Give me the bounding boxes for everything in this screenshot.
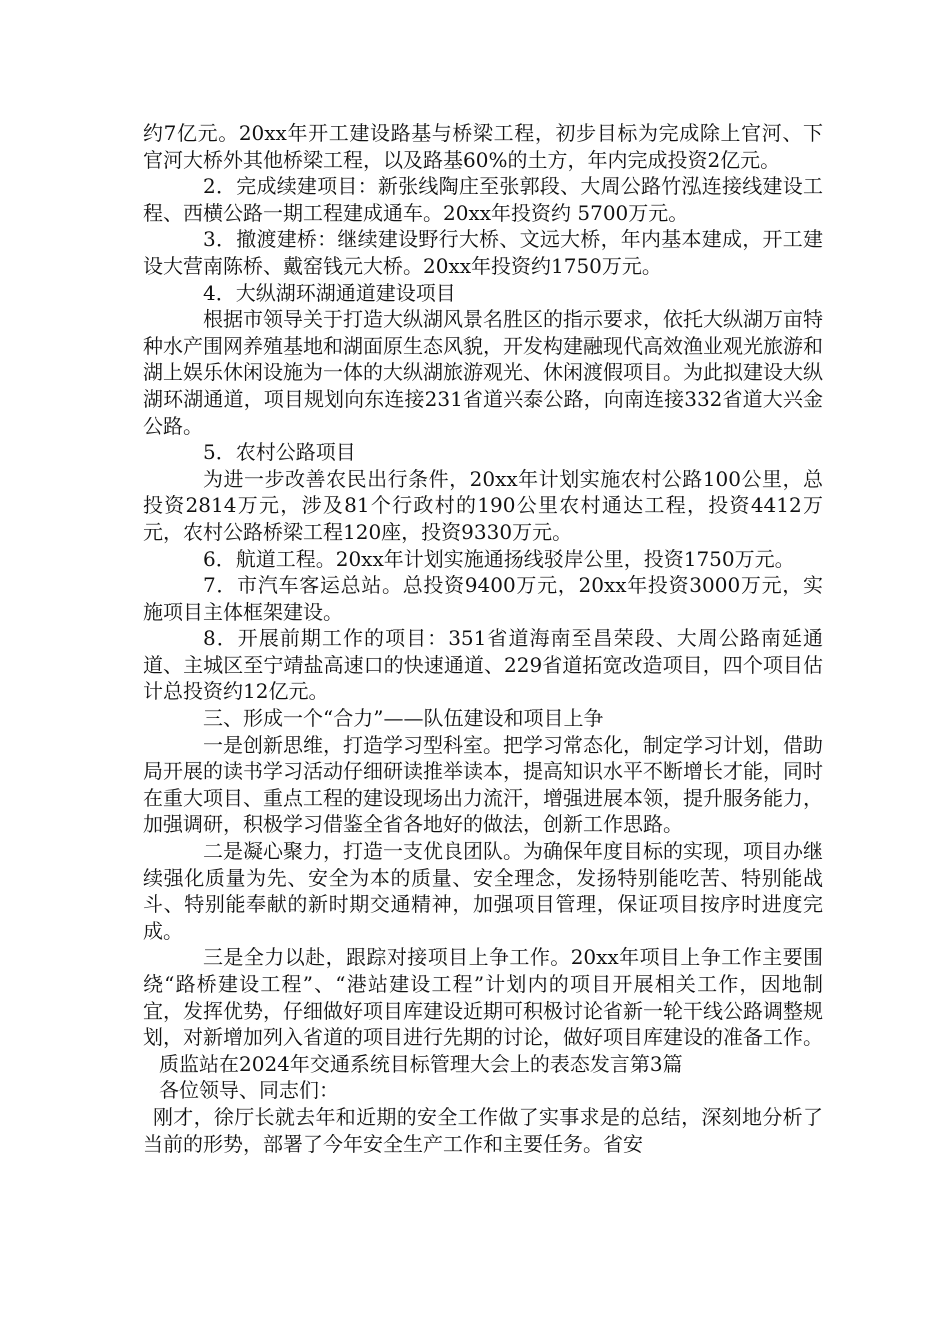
paragraph-12: 一是创新思维，打造学习型科室。把学习常态化，制定学习计划，借助局开展的读书学习活动仔细研读推举读本，提高知识水平不断增长才能，同时在重大项目、重点工程的建设现场出力流汗，增强进展本领，提升服务能力，加强调研，积极学习借鉴全省各地好的做法，创新工作思路。 <box>143 732 823 837</box>
paragraph-3: 3．撤渡建桥：继续建设野行大桥、文远大桥，年内基本建成，开工建设大营南陈桥、戴窑钱元大桥。20xx年投资约1750万元。 <box>143 227 823 278</box>
paragraph-10: 8．开展前期工作的项目：351省道海南至昌荣段、大周公路南延通道、主城区至宁靖盐高速口的快速通道、229省道拓宽改造项目，四个项目估计总投资约12亿元。 <box>143 626 823 704</box>
paragraph-1: 约7亿元。20xx年开工建设路基与桥梁工程，初步目标为完成除上官河、下官河大桥外其他桥梁工程，以及路基60%的土方，年内完成投资2亿元。 <box>143 121 823 172</box>
paragraph-5: 根据市领导关于打造大纵湖风景名胜区的指示要求，依托大纵湖万亩特种水产围网养殖基地和湖面原生态风貌，开发构建融现代高效渔业观光旅游和湖上娱乐休闲设施为一体的大纵湖旅游观光、休闲渡假项目。为此拟建设大纵湖环湖通道，项目规划向东连接231省道兴泰公路，向南连接332省道大兴金公路。 <box>143 307 823 438</box>
document-body <box>143 120 823 1157</box>
paragraph-8: 6．航道工程。20xx年计划实施通扬线驳岸公里，投资1750万元。 <box>203 546 795 571</box>
paragraph-2: 2．完成续建项目：新张线陶庄至张郭段、大周公路竹泓连接线建设工程、西横公路一期工程建成通车。20xx年投资约 5700万元。 <box>143 174 823 225</box>
section-heading-3: 三、形成一个“合力”——队伍建设和项目上争 <box>203 706 604 731</box>
paragraph-14: 三是全力以赴，跟踪对接项目上争工作。20xx年项目上争工作主要围绕“路桥建设工程”、“港站建设工程”计划内的项目开展相关工作，因地制宜，发挥优势，仔细做好项目库建设近期可积极讨论省新一轮干线公路调整规划，对新增加列入省道的项目进行先期的讨论，做好项目库建设的准备工作。 <box>143 945 823 1050</box>
paragraph-17: 刚才，徐厅长就去年和近期的安全工作做了实事求是的总结，深刻地分析了当前的形势，部署了今年安全生产工作和主要任务。省安 <box>143 1104 823 1156</box>
section-heading-5: 5．农村公路项目 <box>203 440 356 465</box>
paragraph-13: 二是凝心聚力，打造一支优良团队。为确保年度目标的实现，项目办继续强化质量为先、安全为本的质量、安全理念，发扬特别能吃苦、特别能战斗、特别能奉献的新时期交通精神，加强项目管理，保证项目按序时进度完成。 <box>143 839 823 943</box>
salutation: 各位领导、同志们： <box>159 1078 339 1103</box>
paragraph-9: 7．市汽车客运总站。总投资9400万元，20xx年投资3000万元，实施项目主体框架建设。 <box>143 573 823 624</box>
article-title: 质监站在2024年交通系统目标管理大会上的表态发言第3篇 <box>159 1051 683 1076</box>
section-heading-4: 4．大纵湖环湖通道建设项目 <box>203 280 456 305</box>
paragraph-7: 为进一步改善农民出行条件，20xx年计划实施农村公路100公里，总投资2814万元，涉及81个行政村的190公里农村通达工程，投资4412万元，农村公路桥梁工程120座，投资9330万元。 <box>143 466 823 544</box>
